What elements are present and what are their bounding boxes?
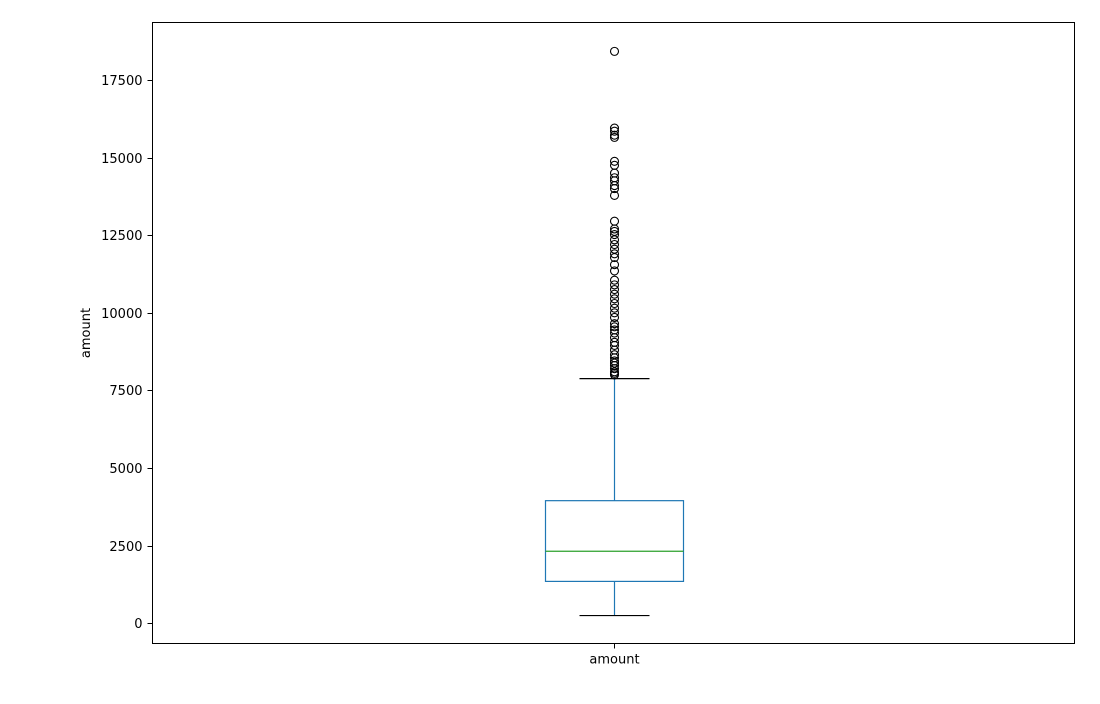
y-tick-label: 2500 — [109, 540, 143, 555]
x-tick-label: amount — [589, 652, 640, 668]
outlier-point — [611, 334, 619, 342]
y-axis-label: amount — [79, 307, 94, 359]
y-tick-label: 15000 — [101, 152, 143, 167]
outlier-point — [611, 47, 619, 55]
outlier-point — [611, 241, 619, 249]
y-tick-label: 12500 — [101, 229, 143, 244]
outlier-point — [611, 290, 619, 298]
outlier-point — [611, 245, 619, 253]
y-tick-label: 0 — [134, 617, 143, 632]
outlier-point — [611, 304, 619, 312]
outlier-point — [611, 309, 619, 317]
outlier-point — [611, 267, 619, 275]
outlier-point — [611, 300, 619, 308]
outlier-point — [611, 281, 619, 289]
outlier-point — [611, 236, 619, 244]
y-tick-label: 5000 — [109, 462, 143, 477]
plot-area-frame — [153, 23, 1075, 644]
outlier-point — [611, 346, 619, 354]
outlier-point — [611, 217, 619, 225]
y-tick-label: 17500 — [101, 74, 143, 89]
y-tick-label: 7500 — [109, 384, 143, 399]
y-axis — [101, 74, 152, 632]
outlier-point — [611, 295, 619, 303]
outlier-point — [611, 276, 619, 284]
outliers — [611, 47, 619, 379]
x-axis — [589, 644, 639, 668]
outlier-point — [611, 169, 619, 177]
box-series — [546, 379, 684, 616]
outlier-point — [611, 286, 619, 294]
y-tick-label: 10000 — [101, 307, 143, 322]
iqr-box — [546, 501, 684, 582]
